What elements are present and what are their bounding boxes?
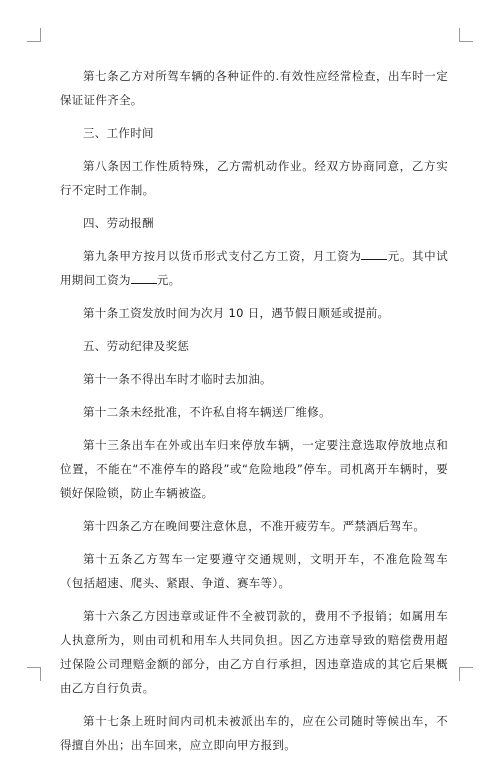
monthly-salary-blank — [361, 247, 387, 260]
probation-salary-blank — [131, 271, 157, 284]
crop-mark-top-left — [27, 28, 41, 42]
article-13: 第十三条出车在外或出车归来停放车辆，一定要注意选取停放地点和位置，不能在“不准停车的路段”或“危险地段”停车。司机离开车辆时，要锁好保险锁，防止车辆被盗。 — [60, 438, 448, 500]
crop-mark-top-right — [459, 28, 473, 42]
article-15: 第十五条乙方驾车一定要遵守交通规则，文明开车，不准危险驾车（包括超速、爬头、紧跟、争道、赛车等）。 — [60, 552, 448, 590]
article-14: 第十四条乙方在晚间要注意休息，不准开疲劳车。严禁酒后驾车。 — [83, 519, 426, 533]
article-11: 第十一条不得出车时才临时去加油。 — [83, 372, 272, 386]
crop-mark-bottom-left — [27, 667, 41, 681]
article-16: 第十六条乙方因违章或证件不全被罚款的，费用不予报销；如属用车人执意所为，则由司机和用车人共同负担。因乙方违章导致的赔偿费用超过保险公司理赔金额的部分，由乙方自行承担，因违章造成的其它后果概由乙方自行负责。 — [60, 609, 448, 695]
section-heading-discipline: 五、劳动纪律及奖惩 — [83, 339, 190, 353]
article-9-part-2: 元。其中试用期间工资为 — [60, 249, 449, 287]
article-10: 第十条工资发放时间为次月 10 日，遇节假日顺延或提前。 — [83, 306, 390, 320]
article-9-part-3: 元。 — [156, 273, 181, 287]
document-body — [60, 64, 448, 757]
article-17: 第十七条上班时间内司机未被派出车的，应在公司随时等候出车，不得擅自外出；出车回来，应立即向甲方报到。 — [60, 714, 448, 752]
section-heading-work-hours: 三、工作时间 — [83, 126, 154, 140]
section-heading-remuneration: 四、劳动报酬 — [83, 216, 154, 230]
crop-mark-bottom-right — [459, 667, 473, 681]
article-7: 第七条乙方对所驾车辆的各种证件的.有效性应经常检查，出车时一定保证证件齐全。 — [60, 69, 448, 107]
article-8: 第八条因工作性质特殊，乙方需机动作业。经双方协商同意，乙方实行不定时工作制。 — [60, 159, 448, 197]
article-9-part-1: 第九条甲方按月以货币形式支付乙方工资，月工资为 — [83, 249, 362, 263]
article-12: 第十二条未经批准，不许私自将车辆送厂维修。 — [83, 405, 331, 419]
article-9 — [60, 244, 448, 292]
